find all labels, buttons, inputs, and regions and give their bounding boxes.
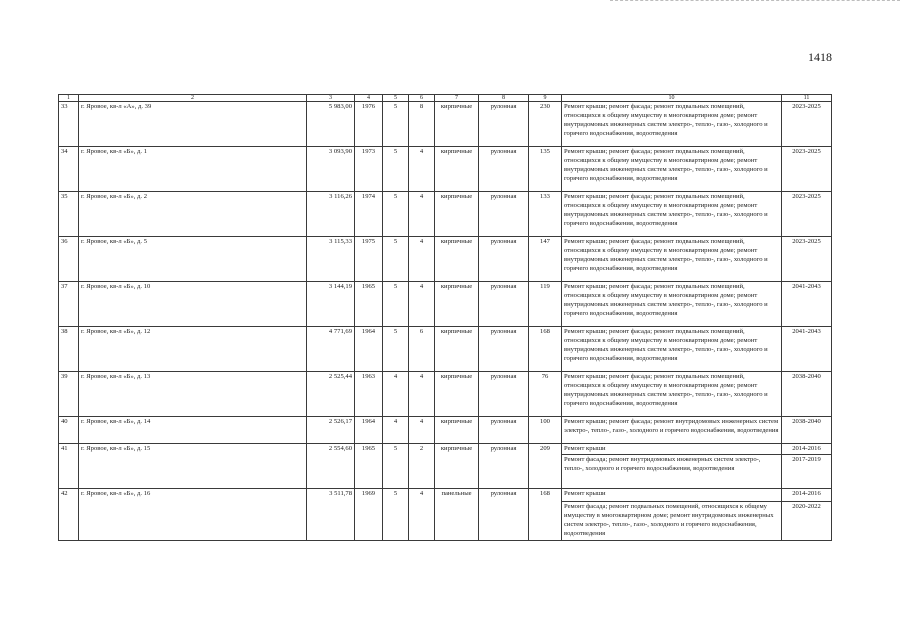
row-number: 39 xyxy=(59,372,79,417)
table-row xyxy=(59,489,832,502)
period: 2017-2019 xyxy=(782,455,832,489)
entrances: 2 xyxy=(409,444,435,489)
period: 2014-2016 xyxy=(782,444,832,455)
table-row xyxy=(59,192,832,237)
column-number: 8 xyxy=(479,95,529,102)
floors: 5 xyxy=(383,102,409,147)
row-number: 36 xyxy=(59,237,79,282)
table-row xyxy=(59,147,832,192)
roof-type: рулонная xyxy=(479,489,529,541)
roof-type: рулонная xyxy=(479,102,529,147)
wall-material: кирпичные xyxy=(435,444,479,489)
residents: 230 xyxy=(529,102,562,147)
period: 2014-2016 xyxy=(782,489,832,502)
table-row xyxy=(59,237,832,282)
row-number: 41 xyxy=(59,444,79,489)
address: г. Яровое, кв-л «А», д. 39 xyxy=(79,102,307,147)
works: Ремонт крыши xyxy=(562,489,782,502)
row-number: 37 xyxy=(59,282,79,327)
period: 2041-2043 xyxy=(782,282,832,327)
address: г. Яровое, кв-л «Б», д. 2 xyxy=(79,192,307,237)
table-row xyxy=(59,102,832,147)
roof-type: рулонная xyxy=(479,147,529,192)
column-number: 11 xyxy=(782,95,832,102)
year: 1974 xyxy=(355,192,383,237)
column-number: 2 xyxy=(79,95,307,102)
wall-material: кирпичные xyxy=(435,327,479,372)
residents: 168 xyxy=(529,327,562,372)
period: 2041-2043 xyxy=(782,327,832,372)
column-number-row xyxy=(59,95,832,102)
works: Ремонт крыши; ремонт фасада; ремонт подвальных помещений, относящихся к общему имуществу в многоквартирном доме; ремонт внутридомовых инженерных систем электро-, тепло-, газо-, холодного и горячего водоснабжения, водоотведения xyxy=(562,102,782,147)
residents: 209 xyxy=(529,444,562,489)
entrances: 4 xyxy=(409,237,435,282)
column-number: 6 xyxy=(409,95,435,102)
residents: 147 xyxy=(529,237,562,282)
address: г. Яровое, кв-л «Б», д. 12 xyxy=(79,327,307,372)
roof-type: рулонная xyxy=(479,444,529,489)
year: 1969 xyxy=(355,489,383,541)
residents: 100 xyxy=(529,417,562,444)
entrances: 8 xyxy=(409,102,435,147)
table-row xyxy=(59,444,832,455)
floors: 5 xyxy=(383,444,409,489)
year: 1973 xyxy=(355,147,383,192)
area: 2 525,44 xyxy=(307,372,355,417)
row-number: 35 xyxy=(59,192,79,237)
wall-material: панельные xyxy=(435,489,479,541)
wall-material: кирпичные xyxy=(435,372,479,417)
area: 3 115,33 xyxy=(307,237,355,282)
floors: 5 xyxy=(383,489,409,541)
wall-material: кирпичные xyxy=(435,282,479,327)
table-body xyxy=(59,95,832,541)
column-number: 7 xyxy=(435,95,479,102)
residents: 133 xyxy=(529,192,562,237)
area: 3 144,19 xyxy=(307,282,355,327)
wall-material: кирпичные xyxy=(435,417,479,444)
period: 2023-2025 xyxy=(782,237,832,282)
column-number: 3 xyxy=(307,95,355,102)
entrances: 4 xyxy=(409,372,435,417)
area: 3 511,78 xyxy=(307,489,355,541)
floors: 5 xyxy=(383,147,409,192)
area: 3 116,26 xyxy=(307,192,355,237)
table-row xyxy=(59,372,832,417)
row-number: 34 xyxy=(59,147,79,192)
period: 2038-2040 xyxy=(782,372,832,417)
period: 2023-2025 xyxy=(782,192,832,237)
column-number: 1 xyxy=(59,95,79,102)
works: Ремонт фасада; ремонт подвальных помещений, относящихся к общему имуществу в многоквартирном доме; ремонт внутридомовых инженерных систем электро-, тепло-, газо-, холодного и горячего водоснабжения, водоотведения xyxy=(562,502,782,541)
year: 1976 xyxy=(355,102,383,147)
address: г. Яровое, кв-л «Б», д. 16 xyxy=(79,489,307,541)
address: г. Яровое, кв-л «Б», д. 10 xyxy=(79,282,307,327)
floors: 5 xyxy=(383,237,409,282)
row-number: 42 xyxy=(59,489,79,541)
area: 4 771,69 xyxy=(307,327,355,372)
row-number: 40 xyxy=(59,417,79,444)
table-row xyxy=(59,282,832,327)
roof-type: рулонная xyxy=(479,237,529,282)
entrances: 4 xyxy=(409,417,435,444)
residents: 168 xyxy=(529,489,562,541)
period: 2023-2025 xyxy=(782,147,832,192)
roof-type: рулонная xyxy=(479,372,529,417)
roof-type: рулонная xyxy=(479,327,529,372)
wall-material: кирпичные xyxy=(435,102,479,147)
wall-material: кирпичные xyxy=(435,147,479,192)
period: 2038-2040 xyxy=(782,417,832,444)
year: 1964 xyxy=(355,417,383,444)
table-row xyxy=(59,417,832,444)
year: 1965 xyxy=(355,282,383,327)
area: 3 093,90 xyxy=(307,147,355,192)
area: 5 983,00 xyxy=(307,102,355,147)
period: 2023-2025 xyxy=(782,102,832,147)
works: Ремонт крыши xyxy=(562,444,782,455)
floors: 5 xyxy=(383,282,409,327)
roof-type: рулонная xyxy=(479,282,529,327)
wall-material: кирпичные xyxy=(435,237,479,282)
residents: 76 xyxy=(529,372,562,417)
wall-material: кирпичные xyxy=(435,192,479,237)
row-number: 38 xyxy=(59,327,79,372)
roof-type: рулонная xyxy=(479,192,529,237)
entrances: 4 xyxy=(409,489,435,541)
residents: 119 xyxy=(529,282,562,327)
table-row xyxy=(59,327,832,372)
address: г. Яровое, кв-л «Б», д. 14 xyxy=(79,417,307,444)
period: 2020-2022 xyxy=(782,502,832,541)
year: 1975 xyxy=(355,237,383,282)
page-number: 1418 xyxy=(808,50,832,64)
top-dashed-line xyxy=(610,0,900,4)
works: Ремонт крыши; ремонт фасада; ремонт подвальных помещений, относящихся к общему имуществу в многоквартирном доме; ремонт внутридомовых инженерных систем электро-, тепло-, газо-, холодного и горячего водоснабжения, водоотведения xyxy=(562,147,782,192)
residents: 135 xyxy=(529,147,562,192)
area: 2 554,60 xyxy=(307,444,355,489)
column-number: 9 xyxy=(529,95,562,102)
works: Ремонт крыши; ремонт фасада; ремонт подвальных помещений, относящихся к общему имуществу в многоквартирном доме; ремонт внутридомовых инженерных систем электро-, тепло-, газо-, холодного и горячего водоснабжения, водоотведения xyxy=(562,237,782,282)
area: 2 526,17 xyxy=(307,417,355,444)
works: Ремонт крыши; ремонт фасада; ремонт подвальных помещений, относящихся к общему имуществу в многоквартирном доме; ремонт внутридомовых инженерных систем электро-, тепло-, газо-, холодного и горячего водоснабжения, водоотведения xyxy=(562,282,782,327)
floors: 4 xyxy=(383,417,409,444)
year: 1963 xyxy=(355,372,383,417)
entrances: 4 xyxy=(409,192,435,237)
floors: 4 xyxy=(383,372,409,417)
column-number: 5 xyxy=(383,95,409,102)
entrances: 4 xyxy=(409,282,435,327)
column-number: 10 xyxy=(562,95,782,102)
works: Ремонт крыши; ремонт фасада; ремонт подвальных помещений, относящихся к общему имуществу в многоквартирном доме; ремонт внутридомовых инженерных систем электро-, тепло-, газо-, холодного и горячего водоснабжения, водоотведения xyxy=(562,372,782,417)
works: Ремонт крыши; ремонт фасада; ремонт подвальных помещений, относящихся к общему имуществу в многоквартирном доме; ремонт внутридомовых инженерных систем электро-, тепло-, газо-, холодного и горячего водоснабжения, водоотведения xyxy=(562,327,782,372)
repair-program-table xyxy=(58,94,832,541)
entrances: 4 xyxy=(409,147,435,192)
year: 1965 xyxy=(355,444,383,489)
row-number: 33 xyxy=(59,102,79,147)
address: г. Яровое, кв-л «Б», д. 5 xyxy=(79,237,307,282)
address: г. Яровое, кв-л «Б», д. 1 xyxy=(79,147,307,192)
column-number: 4 xyxy=(355,95,383,102)
works: Ремонт крыши; ремонт фасада; ремонт внутридомовых инженерных систем электро-, тепло-, газо-, холодного и горячего водоснабжения, водоотведения xyxy=(562,417,782,444)
works: Ремонт крыши; ремонт фасада; ремонт подвальных помещений, относящихся к общему имуществу в многоквартирном доме; ремонт внутридомовых инженерных систем электро-, тепло-, газо-, холодного и горячего водоснабжения, водоотведения xyxy=(562,192,782,237)
floors: 5 xyxy=(383,192,409,237)
address: г. Яровое, кв-л «Б», д. 13 xyxy=(79,372,307,417)
year: 1964 xyxy=(355,327,383,372)
floors: 5 xyxy=(383,327,409,372)
works: Ремонт фасада; ремонт внутридомовых инженерных систем электро-, тепло-, холодного и горячего водоснабжения, водоотведения xyxy=(562,455,782,489)
address: г. Яровое, кв-л «Б», д. 15 xyxy=(79,444,307,489)
entrances: 6 xyxy=(409,327,435,372)
roof-type: рулонная xyxy=(479,417,529,444)
